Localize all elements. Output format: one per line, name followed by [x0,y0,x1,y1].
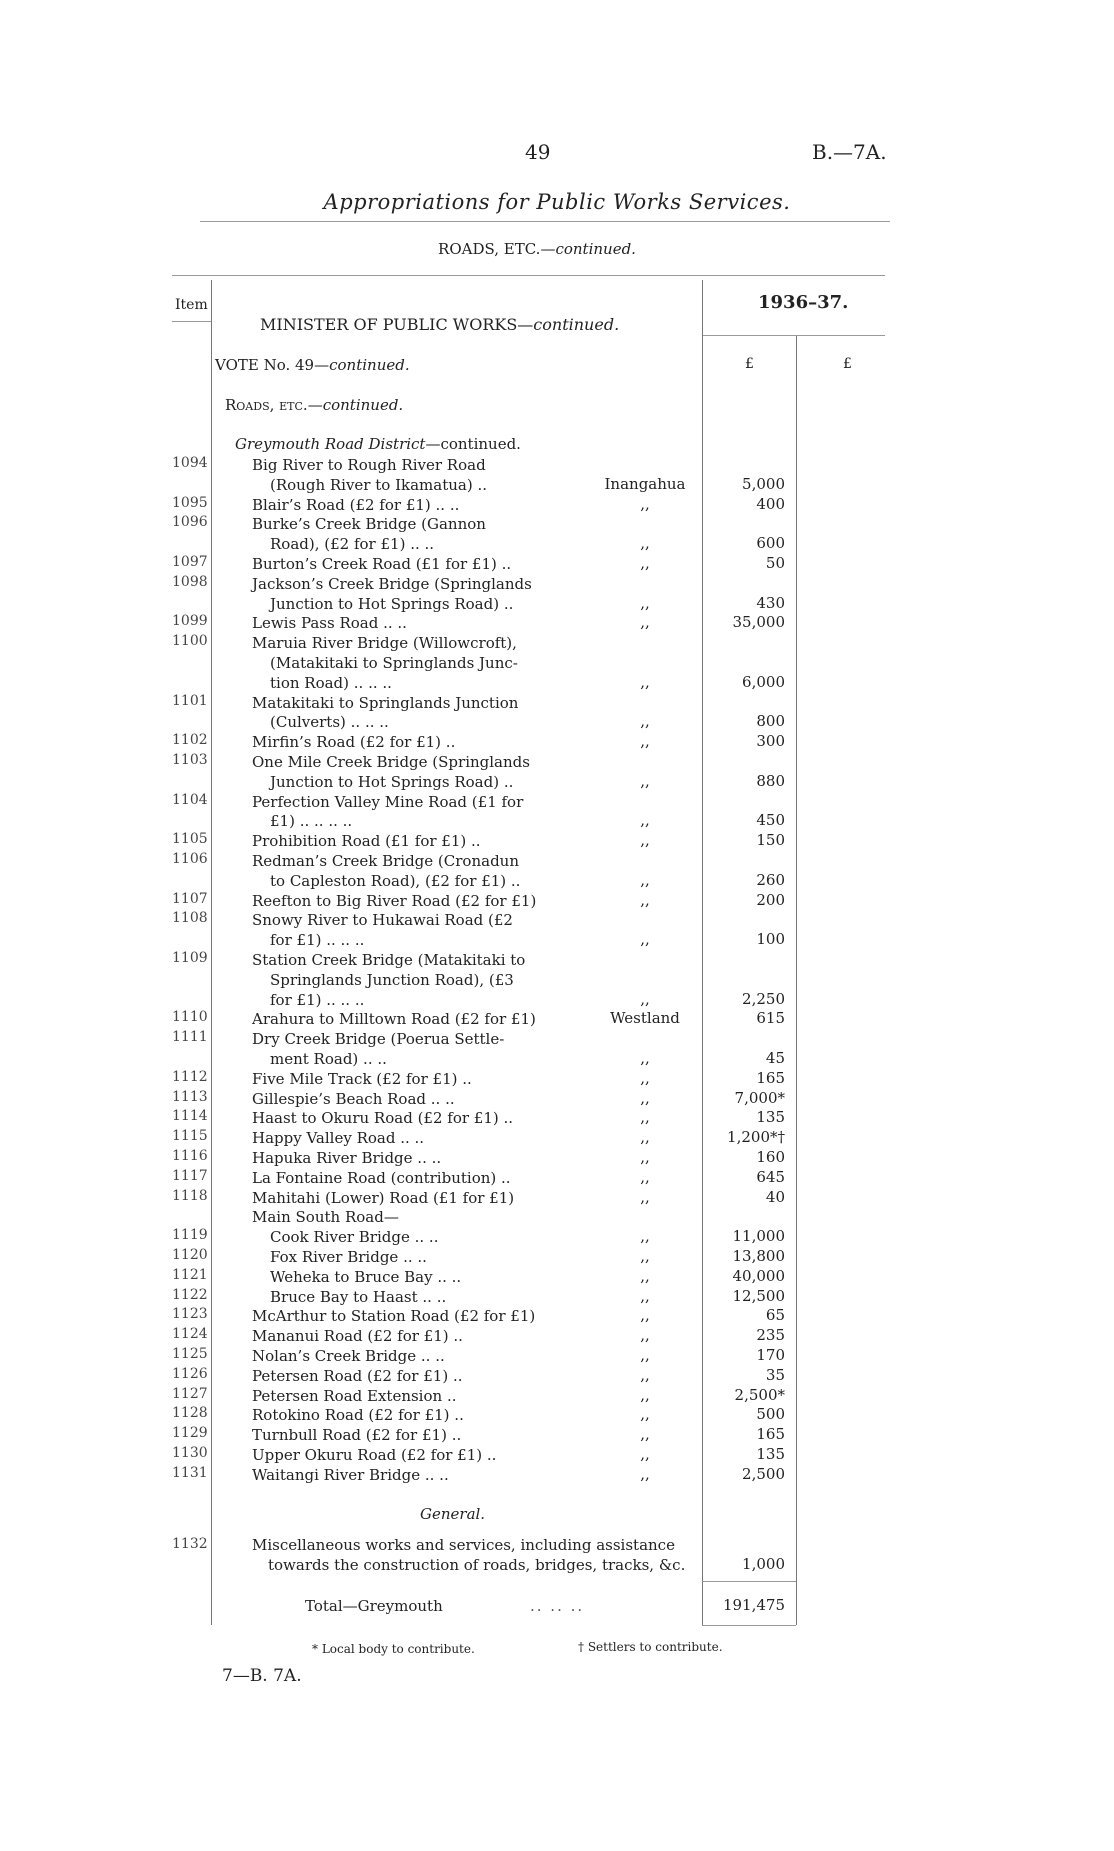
district-name: ,, [640,613,650,632]
item-description-line: Hapuka River Bridge .. .. [252,1149,442,1167]
district-name: ,, [640,1464,650,1483]
year-header: 1936–37. [758,292,849,313]
district-name: ,, [640,1365,650,1384]
table-top-rule [172,275,885,276]
subtitle-main: ROADS, ETC.— [438,240,556,258]
appropriation-amount: 2,500* [734,1385,785,1404]
footnote-local-body: * Local body to contribute. [312,1642,475,1656]
ministry-heading [260,315,619,334]
item-description-line: Arahura to Milltown Road (£2 for £1) [252,1010,536,1029]
district-name: ,, [640,554,650,572]
district-name: ,, [640,494,650,513]
item-column-header: Item [175,297,208,313]
ministry-heading-main: MINISTER OF PUBLIC WORKS— [260,315,534,334]
appropriation-amount: 40,000 [732,1266,785,1285]
district-name: ,, [640,1326,650,1345]
appropriation-amount: 235 [756,1326,785,1345]
item-description-line: Blair’s Road (£2 for £1) .. .. [252,495,460,514]
item-number: 1097 [172,554,208,570]
district-name: ,, [640,1227,650,1246]
district-name: ,, [640,989,650,1008]
district-name: ,, [640,1187,650,1206]
appropriation-amount: 260 [756,870,785,889]
section-subtitle [0,240,1074,258]
appropriation-amount: 13,800 [732,1247,785,1265]
district-name: Westland [610,1009,680,1028]
item-description-line: Jackson’s Creek Bridge (Springlands [252,574,532,593]
item-number: 1112 [172,1068,208,1085]
item-number: 1129 [172,1425,208,1442]
district-name: ,, [640,831,650,850]
item-column-divider [211,280,212,1625]
footnote-settlers: † Settlers to contribute. [578,1640,723,1654]
general-item-number: 1132 [172,1536,208,1552]
item-description-line: Petersen Road (£2 for £1) .. [252,1366,463,1385]
vote-heading-main: VOTE No. 49— [215,356,330,374]
appropriation-amount: 165 [756,1068,785,1087]
appropriation-amount: 35,000 [732,613,785,632]
item-description-line: to Capleston Road), (£2 for £1) .. [270,871,521,890]
item-number: 1110 [172,1009,208,1026]
district-name: ,, [640,1247,650,1265]
total-label: Total—Greymouth [305,1597,443,1615]
item-description-line: Junction to Hot Springs Road) .. [270,772,514,791]
item-number: 1111 [172,1029,208,1046]
item-number: 1107 [172,890,208,907]
appropriation-amount: 2,500 [742,1464,785,1483]
general-description-line-2: towards the construction of roads, bridges, tracks, &c. [268,1556,686,1574]
item-number: 1125 [172,1346,208,1362]
district-name: ,, [640,1306,650,1325]
appropriation-amount: 450 [756,811,785,830]
item-description-line: Dry Creek Bridge (Poerua Settle- [252,1030,505,1049]
district-heading [235,435,521,453]
item-description-line: Main South Road— [252,1208,399,1227]
item-number: 1105 [172,831,208,848]
appropriation-amount: 11,000 [732,1227,785,1246]
roads-heading-continued: continued. [322,396,404,414]
item-description-line: Snowy River to Hukawai Road (£2 [252,911,513,930]
item-description-line: Waitangi River Bridge .. .. [252,1465,449,1484]
appropriation-amount: 45 [765,1049,785,1067]
item-header-rule [172,321,212,322]
district-name: ,, [640,1148,650,1166]
currency-header-2: £ [843,356,852,372]
district-name: ,, [640,732,650,751]
appropriation-amount: 40 [765,1187,785,1206]
appropriation-amount: 150 [756,831,785,850]
item-description-line: Station Creek Bridge (Matakitaki to [252,951,526,969]
district-name: ,, [640,1385,650,1404]
appropriation-amount: 6,000 [742,672,785,691]
page-number: 49 [525,140,551,164]
item-number: 1095 [172,494,208,511]
district-heading-main: Greymouth Road District— [235,435,441,453]
district-name: ,, [640,1286,650,1305]
item-description-line: Lewis Pass Road .. .. [252,614,407,633]
item-description-line: Haast to Okuru Road (£2 for £1) .. [252,1109,514,1128]
subtotal-rule [702,1581,796,1582]
appropriation-amount: 7,000* [734,1088,785,1107]
appropriation-amount: 2,250 [742,989,785,1008]
appropriation-amount: 5,000 [742,474,785,493]
item-number: 1096 [172,514,208,531]
total-rule [702,1625,796,1626]
roads-heading [225,396,403,414]
item-number: 1123 [172,1306,208,1323]
district-name: ,, [640,811,650,830]
district-name: ,, [640,1425,650,1444]
item-description-line: Mananui Road (£2 for £1) .. [252,1327,463,1346]
appropriation-amount: 300 [756,732,785,751]
title-rule [200,221,890,222]
item-description-line: Rotokino Road (£2 for £1) .. [252,1406,464,1425]
appropriation-amount: 170 [756,1346,785,1364]
district-name: ,, [640,672,650,691]
item-description-line: Burke’s Creek Bridge (Gannon [252,515,486,534]
appropriation-amount: 160 [756,1148,785,1166]
item-description-line: Mirfin’s Road (£2 for £1) .. [252,733,456,752]
document-reference: B.—7A. [812,140,887,164]
appropriation-amount: 135 [756,1445,785,1463]
subtitle-continued: continued. [555,240,636,258]
item-description-line: for £1) .. .. .. [270,931,365,950]
appropriation-amount: 12,500 [732,1286,785,1305]
appropriation-amount: 600 [756,534,785,553]
district-name: ,, [640,1068,650,1087]
item-description-line: La Fontaine Road (contribution) .. [252,1168,511,1187]
appropriation-amount: 65 [765,1306,785,1325]
item-description-line: tion Road) .. .. .. [270,673,392,692]
item-number: 1109 [172,950,208,966]
district-name: ,, [640,1088,650,1107]
appropriation-amount: 615 [756,1009,785,1028]
item-description-line: Road), (£2 for £1) .. .. [270,535,435,554]
district-name: ,, [640,1128,650,1147]
item-number: 1118 [172,1187,208,1204]
item-description-line: Matakitaki to Springlands Junction [252,693,519,712]
appropriation-amount: 200 [756,890,785,909]
item-description-line: Cook River Bridge .. .. [270,1228,439,1247]
item-description-line: Mahitahi (Lower) Road (£1 for £1) [252,1188,515,1207]
item-number: 1094 [172,455,208,471]
general-description-line-1: Miscellaneous works and services, including assistance [252,1536,675,1554]
district-name: ,, [640,930,650,949]
item-description-line: Junction to Hot Springs Road) .. [270,594,514,613]
district-name: ,, [640,593,650,612]
roads-heading-main: Roads, etc.— [225,396,323,414]
item-number: 1119 [172,1227,208,1244]
item-description-line: One Mile Creek Bridge (Springlands [252,753,530,771]
item-description-line: £1) .. .. .. .. [270,812,353,831]
item-description-line: Fox River Bridge .. .. [270,1248,427,1266]
item-description-line: Petersen Road Extension .. [252,1386,457,1405]
appropriation-amount: 135 [756,1108,785,1127]
item-number: 1124 [172,1326,208,1343]
district-name: ,, [640,1405,650,1424]
item-description-line: Springlands Junction Road), (£3 [270,970,514,989]
district-name: ,, [640,534,650,553]
item-description-line: Bruce Bay to Haast .. .. [270,1287,447,1306]
item-description-line: (Rough River to Ikamatua) .. [270,475,487,494]
item-description-line: McArthur to Station Road (£2 for £1) [252,1307,536,1326]
district-name: ,, [640,1167,650,1186]
item-description-line: ment Road) .. .. [270,1050,387,1068]
item-description-line: (Matakitaki to Springlands Junc- [270,654,518,672]
district-name: ,, [640,712,650,731]
item-number: 1108 [172,910,208,927]
appropriation-amount: 800 [756,712,785,731]
item-description-line: Redman’s Creek Bridge (Cronadun [252,852,519,870]
district-heading-continued: continued. [440,435,521,453]
item-number: 1130 [172,1445,208,1461]
district-name: ,, [640,771,650,790]
item-number: 1116 [172,1148,208,1164]
appropriation-amount: 880 [756,771,785,790]
appropriation-amount: 50 [765,554,785,572]
appropriation-amount: 165 [756,1425,785,1444]
district-name: ,, [640,1346,650,1364]
district-name: ,, [640,870,650,889]
item-description-line: Maruia River Bridge (Willowcroft), [252,634,517,653]
item-number: 1099 [172,613,208,630]
item-number: 1102 [172,732,208,749]
item-number: 1100 [172,633,208,650]
appropriation-amount: 1,200*† [727,1128,785,1147]
item-number: 1104 [172,791,208,808]
item-description-line: Five Mile Track (£2 for £1) .. [252,1069,472,1088]
item-number: 1120 [172,1247,208,1263]
general-amount: 1,000 [742,1555,785,1573]
vote-heading [215,356,410,374]
item-description-line: Reefton to Big River Road (£2 for £1) [252,891,537,910]
ministry-heading-continued: continued. [533,315,620,334]
total-leader-dots: .. .. .. [530,1597,585,1615]
item-number: 1117 [172,1167,208,1184]
item-description-line: Big River to Rough River Road [252,456,486,474]
item-description-line: (Culverts) .. .. .. [270,713,389,732]
district-name: ,, [640,1049,650,1067]
item-description-line: Burton’s Creek Road (£1 for £1) .. [252,555,512,573]
item-description-line: Prohibition Road (£1 for £1) .. [252,832,481,851]
item-number: 1115 [172,1128,208,1145]
item-number: 1113 [172,1088,208,1105]
item-number: 1131 [172,1464,208,1481]
district-name: Inangahua [604,474,686,493]
appropriation-amount: 400 [756,494,785,513]
item-number: 1098 [172,573,208,590]
district-name: ,, [640,1108,650,1127]
total-amount: 191,475 [722,1596,785,1614]
district-name: ,, [640,1445,650,1463]
item-description-line: Weheka to Bruce Bay .. .. [270,1267,462,1286]
item-description-line: Turnbull Road (£2 for £1) .. [252,1426,462,1445]
item-description-line: Nolan’s Creek Bridge .. .. [252,1347,445,1365]
vote-heading-continued: continued. [329,356,410,374]
appropriation-amount: 500 [756,1405,785,1424]
printer-mark: 7—B. 7A. [222,1666,302,1686]
appropriation-amount: 35 [765,1365,785,1384]
year-header-rule [702,335,885,336]
second-amount-divider [796,336,797,1625]
item-description-line: Upper Okuru Road (£2 for £1) .. [252,1446,497,1464]
item-description-line: Gillespie’s Beach Road .. .. [252,1089,455,1108]
item-description-line: for £1) .. .. .. [270,990,365,1009]
general-heading: General. [420,1505,486,1523]
item-number: 1106 [172,851,208,867]
item-number: 1128 [172,1405,208,1422]
page-title: Appropriations for Public Works Services. [323,190,791,214]
district-name: ,, [640,890,650,909]
item-number: 1127 [172,1385,208,1402]
item-description-line: Happy Valley Road .. .. [252,1129,425,1148]
currency-header-1: £ [745,356,754,372]
item-number: 1103 [172,752,208,768]
appropriation-amount: 430 [756,593,785,612]
item-number: 1101 [172,692,208,709]
item-number: 1126 [172,1365,208,1382]
district-name: ,, [640,1266,650,1285]
item-number: 1122 [172,1286,208,1303]
item-number: 1121 [172,1266,208,1283]
item-number: 1114 [172,1108,208,1125]
item-description-line: Perfection Valley Mine Road (£1 for [252,792,524,811]
appropriation-amount: 645 [756,1167,785,1186]
appropriation-amount: 100 [756,930,785,949]
